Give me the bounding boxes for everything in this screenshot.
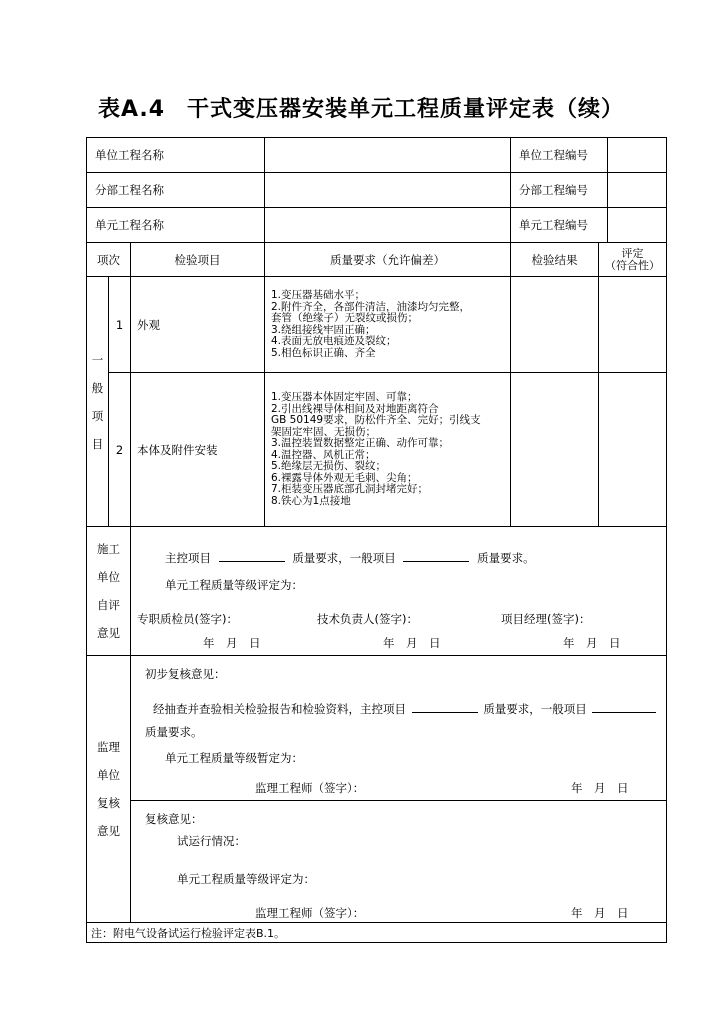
- engineer2-signature-label: 监理工程师（签字）：: [255, 906, 365, 920]
- supervision-row: [87, 656, 667, 923]
- tech-lead-date: 年 月 日: [383, 636, 441, 650]
- general-items-group: 一 般 项 目: [87, 277, 109, 527]
- self-eval-content: [131, 527, 667, 656]
- supervision-side-label: 监理 单位 复核 意见: [87, 656, 131, 923]
- item-1-no: 1: [109, 277, 131, 373]
- initial-review-section: [131, 656, 666, 801]
- table-row: [87, 373, 667, 527]
- element-project-name-label: 单元工程名称: [87, 208, 265, 243]
- initial-review-text: 经抽查并查验相关检验报告和检验资料，主控项目 质量要求，一般项目: [153, 700, 656, 717]
- header-row: [87, 208, 667, 243]
- col-inspection-item: 检验项目: [131, 243, 265, 277]
- self-eval-grade: 单元工程质量等级评定为：: [165, 578, 303, 592]
- final-grade: 单元工程质量等级评定为：: [177, 872, 315, 886]
- inspector-signature-label: 专职质检员(签字)：: [137, 612, 238, 626]
- division-project-name-label: 分部工程名称: [87, 173, 265, 208]
- col-result: 检验结果: [511, 243, 599, 277]
- item-2-name: 本体及附件安装: [131, 373, 265, 527]
- unit-project-name-field[interactable]: [265, 138, 511, 173]
- quality-evaluation-form: [86, 137, 667, 943]
- tech-lead-signature-label: 技术负责人(签字)：: [317, 612, 418, 626]
- element-project-code-field[interactable]: [607, 208, 666, 242]
- col-rating-line2: （符合性）: [605, 258, 660, 272]
- item-2-requirements: 1.变压器本体固定牢固、可靠； 2.引出线裸导体相间及对地距离符合 GB 50149要求，防松件齐全、完好；引线支 架固定牢固、无损伤； 3.温控装置数据整定正确、动作可靠； 4.温控器、风机正常； 5.绝缘层无损伤、裂纹； 6.裸露导体外观无毛刺、尖角； 7.柜装变压器底部孔洞封堵完好； 8.铁心为1点接地: [265, 373, 511, 527]
- header-row: [87, 173, 667, 208]
- provisional-grade: 单元工程质量等级暂定为：: [165, 751, 303, 765]
- element-project-code-label: 单元工程编号: [519, 218, 588, 232]
- unit-project-code-field[interactable]: [607, 138, 666, 172]
- element-project-name-field[interactable]: [265, 208, 511, 243]
- manager-date: 年 月 日: [563, 636, 621, 650]
- item-2-result[interactable]: [511, 373, 599, 527]
- col-rating-line1: 评定: [621, 246, 644, 260]
- division-project-code-field[interactable]: [607, 173, 666, 207]
- review-general-item-blank[interactable]: [592, 700, 656, 713]
- manager-signature-label: 项目经理(签字)：: [501, 612, 591, 626]
- note-row: [87, 923, 667, 943]
- item-2-no: 2: [109, 373, 131, 527]
- engineer-signature-label: 监理工程师（签字）：: [255, 781, 365, 795]
- inspector-date: 年 月 日: [203, 636, 261, 650]
- table-row: [87, 277, 667, 373]
- main-item-blank[interactable]: [219, 549, 285, 562]
- table-number: 表A.4: [97, 97, 166, 122]
- trial-run-label: 试运行情况：: [177, 834, 246, 848]
- division-project-code-label: 分部工程编号: [519, 183, 588, 197]
- review-title: 复核意见：: [145, 812, 203, 826]
- unit-project-code-label: 单位工程编号: [519, 148, 588, 162]
- page-title: [0, 92, 722, 123]
- supervision-content: [131, 656, 667, 923]
- item-1-name: 外观: [131, 277, 265, 373]
- engineer-date: 年 月 日: [571, 781, 629, 795]
- item-1-rating[interactable]: [599, 277, 667, 373]
- header-row: [87, 138, 667, 173]
- self-eval-side-label: 施工 单位 自评 意见: [87, 527, 131, 656]
- self-eval-main-line: 主控项目 质量要求，一般项目 质量要求。: [165, 551, 535, 565]
- col-quality-requirement: 质量要求（允许偏差）: [265, 243, 511, 277]
- initial-review-title: 初步复核意见：: [145, 667, 226, 681]
- item-2-rating[interactable]: [599, 373, 667, 527]
- table-note: 注：附电气设备试运行检验评定表B.1。: [87, 923, 667, 943]
- initial-review-end: 质量要求。: [145, 725, 203, 739]
- division-project-name-field[interactable]: [265, 173, 511, 208]
- self-evaluation-row: [87, 527, 667, 656]
- engineer2-date: 年 月 日: [571, 906, 629, 920]
- unit-project-name-label: 单位工程名称: [87, 138, 265, 173]
- general-item-blank[interactable]: [403, 549, 469, 562]
- table-title: 干式变压器安装单元工程质量评定表（续）: [187, 97, 625, 122]
- item-1-requirements: 1.变压器基础水平； 2.附件齐全，各部件清洁，油漆均匀完整， 套管（绝缘子）无裂纹或损伤； 3.绕组接线牢固正确； 4.表面无放电痕迹及裂纹； 5.相色标识正确、齐全: [265, 277, 511, 373]
- col-rating: [599, 243, 667, 277]
- final-review-section: [131, 801, 666, 922]
- item-1-result[interactable]: [511, 277, 599, 373]
- review-main-item-blank[interactable]: [412, 700, 478, 713]
- col-item-no: 项次: [87, 243, 131, 277]
- column-header-row: [87, 243, 667, 277]
